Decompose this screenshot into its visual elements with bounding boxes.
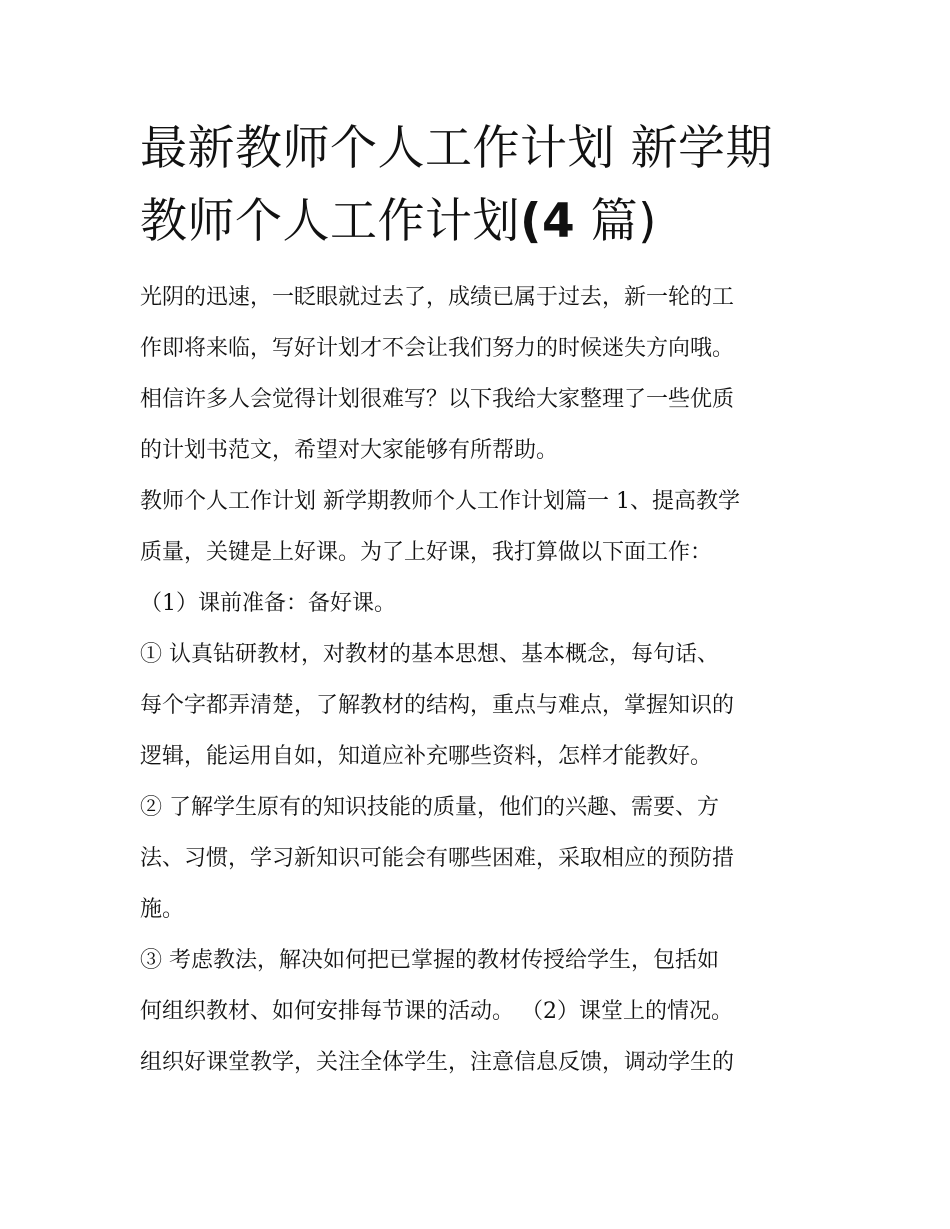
body-line: 的计划书范文，希望对大家能够有所帮助。 [140, 438, 559, 463]
title-line-2-bold: (4 [520, 194, 576, 249]
body-line: 质量，关键是上好课。为了上好课，我打算做以下面工作： [140, 540, 713, 565]
title-line-2-suffix: 篇) [575, 194, 657, 249]
body-line: ③ 考虑教法，解决如何把已掌握的教材传授给学生，包括如 [140, 948, 719, 973]
document-body [140, 272, 830, 1088]
body-line: 法、习惯，学习新知识可能会有哪些困难，采取相应的预防措 [140, 846, 735, 871]
body-line: 教师个人工作计划 新学期教师个人工作计划篇一 1、提高教学 [140, 489, 740, 514]
body-line: ① 认真钻研教材，对教材的基本思想、基本概念，每句话、 [140, 642, 719, 667]
body-line: 光阴的迅速，一眨眼就过去了，成绩已属于过去，新一轮的工 [140, 285, 735, 310]
body-line: （1）课前准备：备好课。 [140, 591, 396, 616]
title-line-2 [140, 185, 830, 258]
body-line: 何组织教材、如何安排每节课的活动。 （2）课堂上的情况。 [140, 999, 733, 1024]
body-line: 相信许多人会觉得计划很难写？以下我给大家整理了一些优质 [140, 387, 735, 412]
body-line: 施。 [140, 897, 185, 922]
body-line: 组织好课堂教学，关注全体学生，注意信息反馈，调动学生的 [140, 1050, 735, 1075]
body-line: ② 了解学生原有的知识技能的质量，他们的兴趣、需要、方 [140, 795, 719, 820]
title-line-2-prefix: 教师个人工作计划 [140, 194, 520, 249]
body-line: 每个字都弄清楚，了解教材的结构，重点与难点，掌握知识的 [140, 693, 735, 718]
document-title [140, 112, 830, 258]
body-line: 逻辑，能运用自如，知道应补充哪些资料，怎样才能教好。 [140, 744, 713, 769]
body-line: 作即将来临，写好计划才不会让我们努力的时候迷失方向哦。 [140, 336, 735, 361]
title-line-1: 最新教师个人工作计划 新学期 [140, 121, 773, 176]
